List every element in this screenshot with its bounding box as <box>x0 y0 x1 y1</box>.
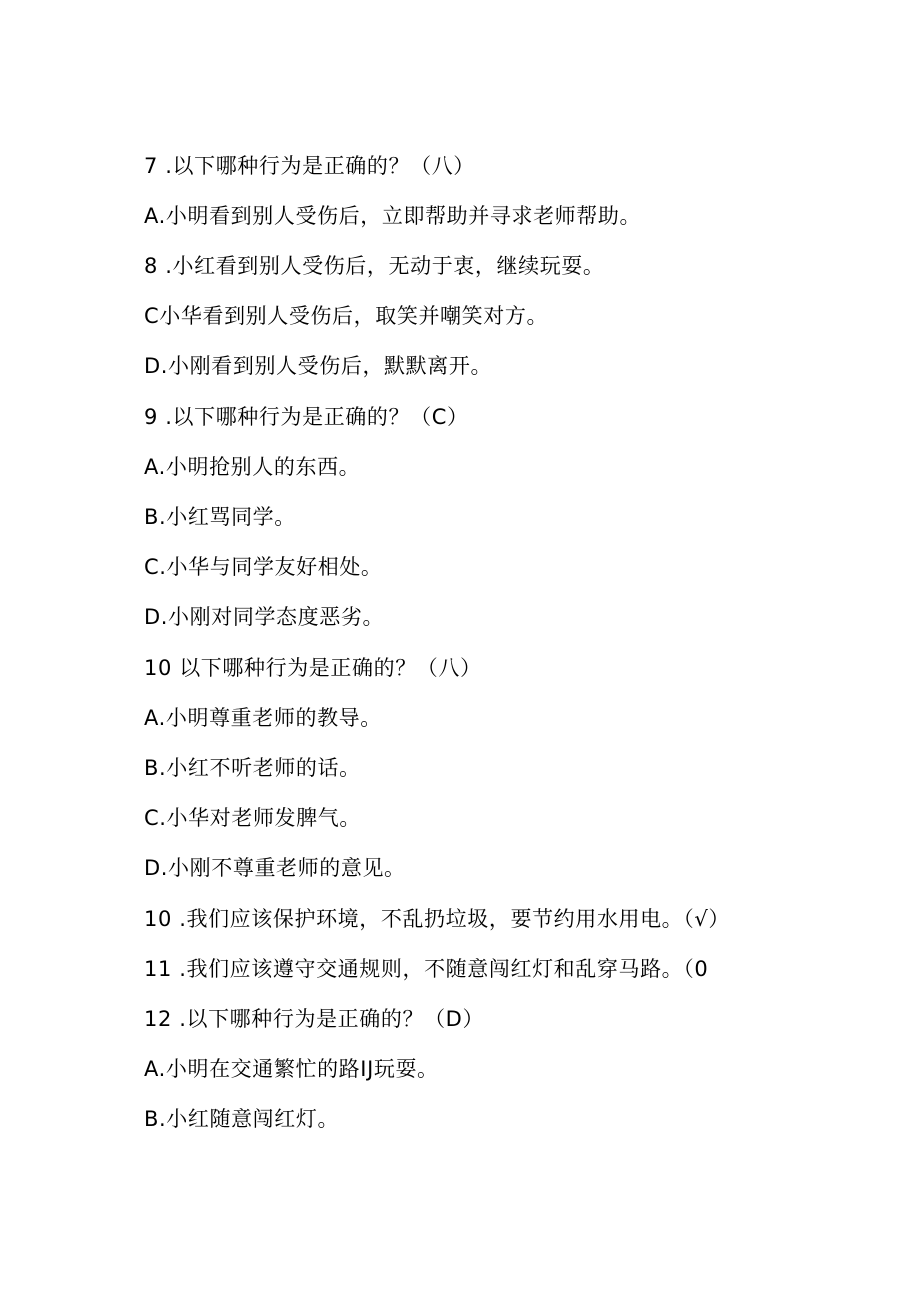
question-7: 7 .以下哪种行为是正确的？（八） <box>144 154 475 178</box>
option-line: C小华看到别人受伤后，取笑并嘲笑对方。 <box>144 304 549 328</box>
option-line: B.小红不听老师的话。 <box>144 756 361 780</box>
question-12: 12 .以下哪种行为是正确的？（D） <box>144 1007 485 1031</box>
option-line: A.小明抢别人的东西。 <box>144 455 361 479</box>
option-line: D.小刚对同学态度恶劣。 <box>144 605 385 629</box>
statement-11: 11 .我们应该遵守交通规则，不随意闯红灯和乱穿马路。（0 <box>144 957 709 981</box>
option-line: B.小红随意闯红灯。 <box>144 1107 340 1131</box>
option-line: A.小明在交通繁忙的路IJ玩耍。 <box>144 1057 439 1081</box>
option-line: D.小刚看到别人受伤后，默默离开。 <box>144 354 493 378</box>
question-8: 8 .小红看到别人受伤后，无动于衷，继续玩耍。 <box>144 254 605 278</box>
option-line: B.小红骂同学。 <box>144 505 296 529</box>
option-line: C.小华与同学友好相处。 <box>144 555 383 579</box>
option-line: A.小明看到别人受伤后，立即帮助并寻求老师帮助。 <box>144 204 642 228</box>
option-line: A.小明尊重老师的教导。 <box>144 706 382 730</box>
option-line: D.小刚不尊重老师的意见。 <box>144 856 406 880</box>
statement-10: 10 .我们应该保护环境，不乱扔垃圾，要节约用水用电。（√） <box>144 907 730 931</box>
option-line: C.小华对老师发脾气。 <box>144 806 361 830</box>
question-10: 10 以下哪种行为是正确的？（八） <box>144 656 482 680</box>
question-9: 9 .以下哪种行为是正确的？（C） <box>144 405 469 429</box>
